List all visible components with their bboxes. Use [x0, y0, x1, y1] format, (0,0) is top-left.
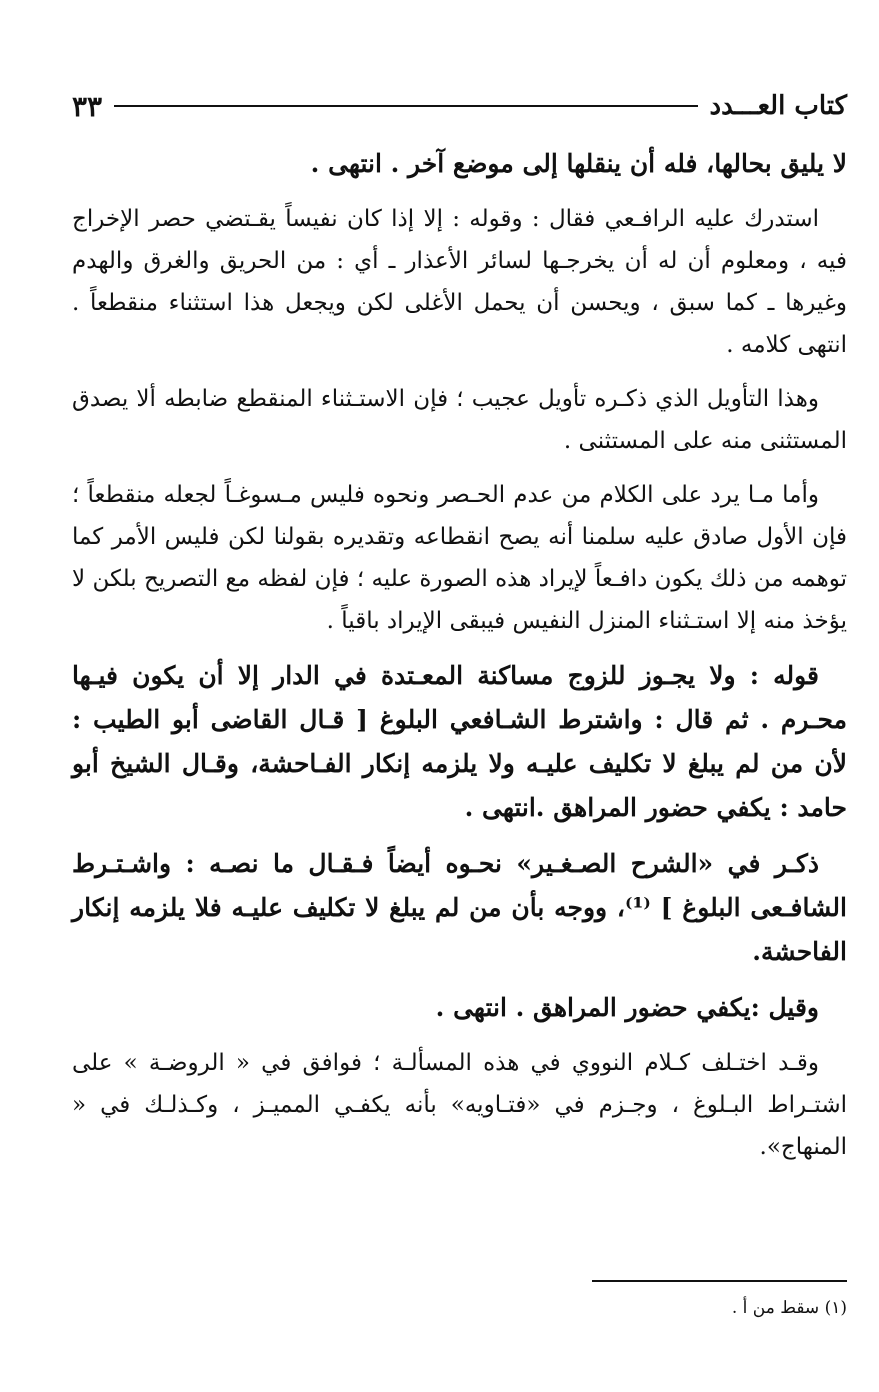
paragraph-interpretation: وهذا التأويل الذي ذكـره تأويل عجيب ؛ فإن الاستـثناء المنقطع ضابطه ألا يصدق المستثنى منه على المستثنى . — [72, 386, 847, 454]
paragraph-sharh-saghir: ذكـر في «الشرح الصـغـير» نحـوه أيضاً فـقـال ما نصـه : واشـتـرط الشافـعى البلوغ ] ⁽¹⁾، ووجه بأن من لم يبلغ لا تكليف عليـه فلا يلزمه إنكار الفاحشة. — [72, 849, 847, 966]
header-rule — [114, 105, 697, 107]
paragraph-nawawi: وقـد اختـلف كـلام النووي في هذه المسألـة ؛ فوافق في « الروضـة » على اشتـراط البـلوغ ، وجـزم في «فتـاويه» بأنه يكفـي المميـز ، وكـذلـك في « المنهاج». — [72, 1050, 847, 1160]
paragraph-murahiq: وقيل :يكفي حضور المراهق . انتهى . — [435, 993, 819, 1022]
paragraph-quote-cohabitation: قوله : ولا يجـوز للزوج مساكنة المعـتدة في الدار إلا أن يكون فيـها محـرم . ثم قال : واشترط الشـافعي البلوغ [ قـال القاضى أبو الطيب : لأن من لم يبلغ لا تكليف عليـه ولا يلزمه إنكار الفـاحشة، وقـال الشيخ أبو حامد : يكفي حضور المراهق .انتهى . — [72, 661, 847, 822]
paragraph-rafii-objection: استدرك عليه الرافـعي فقال : وقوله : إلا إذا كان نفيساً يقـتضي حصر الإخراج فيه ، ومعلوم أن له أن يخرجـها لسائر الأعذار ـ أي : من الحريق والغرق والهدم وغيرها ـ كما سبق ، ويحسن أن يحمل الأغلى لكن ويجعل هذا استثناء منقطعاً . انتهى كلامه . — [72, 206, 847, 358]
footnote: (١) سقط من أ . — [731, 1298, 847, 1318]
page-header — [72, 86, 847, 126]
paragraph-continuation: لا يليق بحالها، فله أن ينقلها إلى موضع آخر . انتهى . — [310, 149, 847, 178]
page-number: ٣٣ — [72, 89, 103, 123]
paragraph-response: وأما مـا يرد على الكلام من عدم الحـصر ونحوه فليس مـسوغـاً لجعله منقطعاً ؛ فإن الأول صادق عليه سلمنا أنه يصح انقطاعه وتقديره بقولنا لكن فليس الأمر كما توهمه من ذلك يكون دافـعاً لإيراد هذه الصورة عليه ؛ فإن لفظه مع التصريح بلكن لا يؤخذ منه إلا استـثناء المنزل النفيس فيبقى الإيراد باقياً . — [72, 482, 847, 634]
page-body — [72, 142, 847, 1180]
running-title: كتاب العـــدد — [709, 91, 847, 121]
footnote-rule — [592, 1280, 847, 1282]
